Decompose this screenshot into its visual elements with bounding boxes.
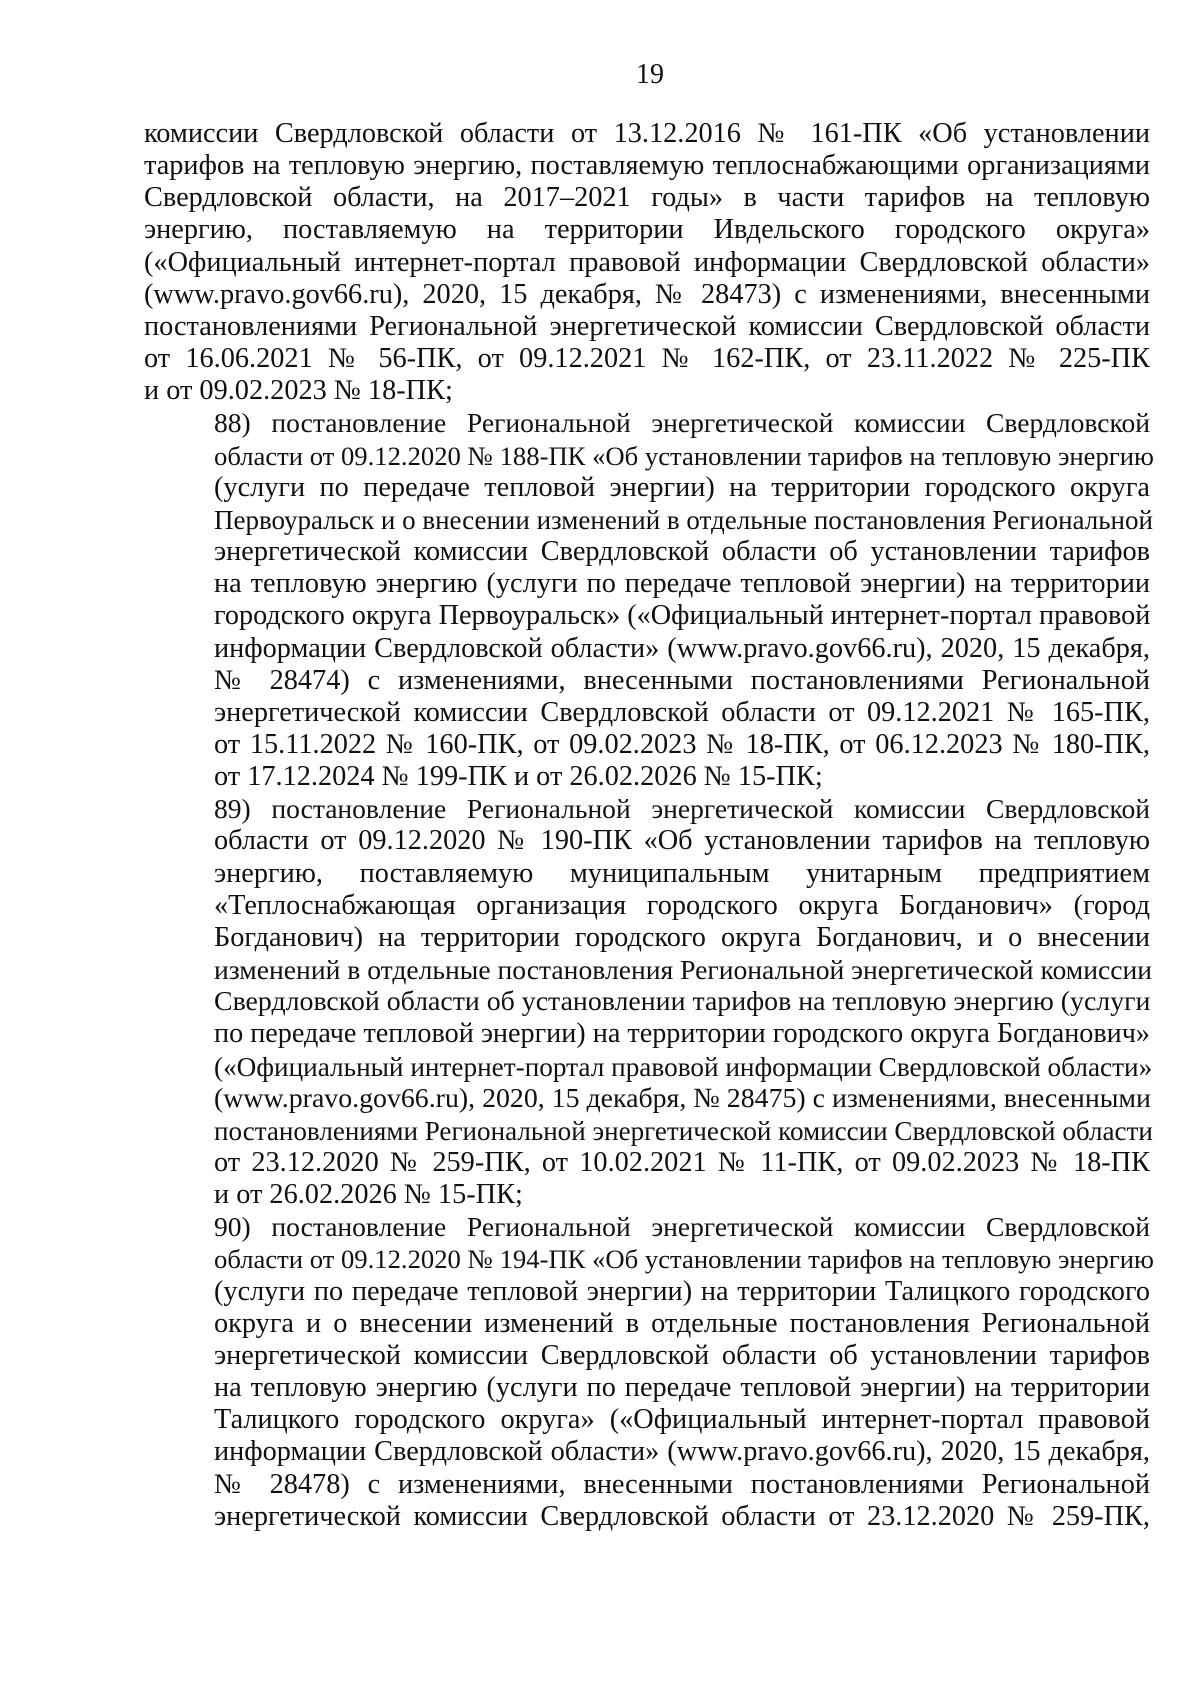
paragraph	[144, 793, 1153, 1211]
text-line: («Официальный интернет-портал правовой информации Свердловской области»	[144, 246, 1150, 278]
text-line: и от 26.02.2026 № 15-ПК;	[214, 1179, 523, 1211]
text-line: Первоуральск и о внесении изменений в отдельные постановления Региональной	[214, 504, 1153, 535]
text-line: энергетической комиссии Свердловской области от 09.12.2021 № 165-ПК,	[214, 696, 1150, 728]
text-line: 89) постановление Региональной энергетической комиссии Свердловской	[214, 793, 1150, 825]
text-line: № 28478) с изменениями, внесенными постановлениями Региональной	[214, 1468, 1150, 1500]
text-line: № 28474) с изменениями, внесенными постановлениями Региональной	[214, 664, 1150, 696]
text-line: (www.pravo.gov66.ru), 2020, 15 декабря, № 28473) с изменениями, внесенными	[144, 278, 1150, 310]
text-line: информации Свердловской области» (www.pravo.gov66.ru), 2020, 15 декабря,	[214, 632, 1150, 664]
text-line: постановлениями Региональной энергетической комиссии Свердловской области	[144, 310, 1150, 342]
text-line: постановлениями Региональной энергетической комиссии Свердловской области	[214, 1115, 1153, 1146]
text-line: от 23.12.2020 № 259-ПК, от 10.02.2021 № 11-ПК, от 09.02.2023 № 18-ПК	[214, 1147, 1150, 1178]
text-line: энергетической комиссии Свердловской области об установлении тарифов	[214, 536, 1150, 568]
text-line: области от 09.12.2020 № 194-ПК «Об установлении тарифов на тепловую энергию	[214, 1244, 1154, 1275]
text-line: (услуги по передаче тепловой энергии) на территории городского округа	[214, 471, 1150, 503]
text-line: тарифов на тепловую энергию, поставляемую теплоснабжающими организациями	[144, 150, 1150, 182]
text-line: «Теплоснабжающая организация городского округа Богданович» (город	[214, 889, 1150, 921]
text-line: энергетической комиссии Свердловской области об установлении тарифов	[214, 1339, 1150, 1371]
text-line: (www.pravo.gov66.ru), 2020, 15 декабря, № 28475) с изменениями, внесенными	[214, 1082, 1151, 1114]
text-line: («Официальный интернет-портал правовой информации Свердловской области»	[214, 1051, 1153, 1082]
text-line: (услуги по передаче тепловой энергии) на территории Талицкого городского	[214, 1275, 1150, 1307]
text-line: на тепловую энергию (услуги по передаче тепловой энергии) на территории	[214, 568, 1150, 600]
paragraph	[144, 1211, 1154, 1533]
text-line: городского округа Первоуральск» («Официальный интернет-портал правовой	[214, 600, 1151, 632]
text-line: информации Свердловской области» (www.pravo.gov66.ru), 2020, 15 декабря,	[214, 1436, 1150, 1468]
paragraph	[144, 407, 1154, 793]
text-line: энергетической комиссии Свердловской области от 23.12.2020 № 259-ПК,	[214, 1500, 1150, 1532]
text-line: Богданович) на территории городского округа Богданович, и о внесении	[214, 921, 1150, 953]
text-line: от 17.12.2024 № 199-ПК и от 26.02.2026 № 15-ПК;	[214, 761, 823, 793]
text-line: Свердловской области об установлении тарифов на тепловую энергию (услуги	[214, 986, 1151, 1018]
text-line: энергию, поставляемую муниципальным унитарным предприятием	[214, 857, 1150, 889]
document-body	[144, 118, 1154, 1533]
text-line: комиссии Свердловской области от 13.12.2016 № 161-ПК «Об установлении	[144, 118, 1150, 149]
paragraph	[144, 118, 1150, 407]
text-line: 88) постановление Региональной энергетической комиссии Свердловской	[214, 407, 1150, 439]
text-line: от 15.11.2022 № 160-ПК, от 09.02.2023 № 18-ПК, от 06.12.2023 № 180-ПК,	[214, 728, 1150, 760]
text-line: Свердловской области, на 2017–2021 годы» в части тарифов на тепловую	[144, 182, 1150, 214]
text-line: по передаче тепловой энергии) на территории городского округа Богданович»	[214, 1018, 1150, 1050]
text-line: и от 09.02.2023 № 18-ПК;	[144, 375, 453, 407]
text-line: изменений в отдельные постановления Региональной энергетической комиссии	[214, 954, 1153, 986]
text-line: энергию, поставляемую на территории Ивдельского городского округа»	[144, 214, 1150, 246]
text-line: от 16.06.2021 № 56-ПК, от 09.12.2021 № 162-ПК, от 23.11.2022 № 225-ПК	[144, 343, 1150, 375]
text-line: области от 09.12.2020 № 188-ПК «Об установлении тарифов на тепловую энергию	[214, 440, 1154, 471]
text-line: округа и о внесении изменений в отдельные постановления Региональной	[214, 1307, 1150, 1339]
text-line: 90) постановление Региональной энергетической комиссии Свердловской	[214, 1211, 1150, 1243]
text-line: Талицкого городского округа» («Официальный интернет-портал правовой	[214, 1404, 1150, 1436]
text-line: области от 09.12.2020 № 190-ПК «Об установлении тарифов на тепловую	[214, 825, 1150, 857]
page-number: 19	[636, 59, 664, 90]
text-line: на тепловую энергию (услуги по передаче тепловой энергии) на территории	[214, 1372, 1150, 1404]
